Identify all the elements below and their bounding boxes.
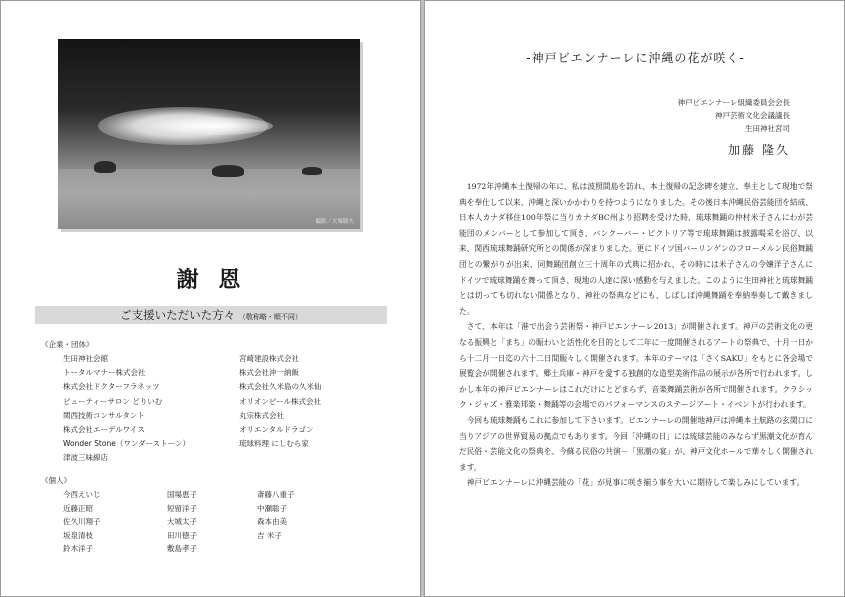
- thanks-heading: ご支援いただいた方々: [120, 308, 236, 322]
- essay-paragraph: 1972年沖縄本土復帰の年に、私は波照間島を訪れ、本土復帰の記念碑を建立、奉主として現地で祭典を奉仕して以来、沖縄と深いかかわりを持つようになりました。その後日本沖縄民俗芸能団を結成、日本人カナダ移住100年祭に当りカナダBC州より招聘を受けた時、琉球舞踊の仲村米子さんにわが芸能団のメンバーとして参加して頂き、バンクーバー・ビクトリア等で琉球舞踊は披露喝采を浴び、以来、関西琉球舞踊研究所との関係が深まりました。更にドイツ国バーリンゲンのフローメルン民俗舞踊団との繋がりが出来、同舞踊団創立三十周年の式典に招かれ、その時には米子さんの令嬢洋子さんにドイツで琉球舞踊を舞って頂き、現地の人達に深い感動を与えました。このように生田神社と琉球舞踊とは切っても切れない間係となり、神社の祭典などにも、しばしば沖縄舞踊を奉納奉奏して戴きました。: [459, 182, 813, 316]
- individual-name: 森本由美: [257, 517, 287, 527]
- individual-name: 国場恵子: [167, 490, 197, 499]
- photo-credit: 撮影／大塚勝久: [315, 219, 354, 225]
- essay-paragraph: 神戸ビエンナーレに沖縄芸能の「花」が見事に咲き揃う事を大いに期待して楽しみにしています。: [466, 478, 805, 488]
- individual-name: 今西えいじ: [63, 490, 101, 499]
- photo-rock: [302, 167, 322, 175]
- individual-name: 敷島孝子: [167, 544, 197, 554]
- individual-name: 鈴木洋子: [63, 544, 93, 554]
- corporation-name: 宮崎建設株式会社: [239, 354, 299, 363]
- landscape-photo: [58, 39, 360, 229]
- corporation-name: 株式会社エーデルワイス: [63, 425, 145, 434]
- individual-name: 大城太子: [167, 517, 197, 527]
- essay-paragraph: 今回も琉球舞踊もこれに参加して下さいます。ビエンナーレの開催地神戸は沖縄本土航路の玄関口に当りアジアの世界貿易の拠点でもあります。今回「沖縄の日」には琉球芸能のみならず黒潮文化が育んだ民俗・芸能文化の祭典を、今蘇る民俗の共演－「黒潮の宴」が、神戸文化ホールで華々しく開催されます。: [459, 415, 813, 472]
- photo-rock: [94, 161, 116, 173]
- individual-name: 短留洋子: [167, 503, 197, 513]
- photo-sky: [58, 39, 360, 169]
- corporation-name: Wonder Stone（ワンダーストーン）: [63, 439, 190, 449]
- author-role: 生田神社宮司: [745, 124, 790, 133]
- photo-rock: [212, 165, 244, 177]
- individual-name: 坂泉清枝: [63, 530, 93, 540]
- corporation-name: 株式会社ドクターフラネッツ: [63, 382, 160, 392]
- individual-name: 佐久川翔子: [63, 517, 101, 527]
- individual-name: 中瀬聡子: [257, 503, 287, 513]
- individual-name: 斎藤八重子: [257, 490, 295, 499]
- corporation-name: オリエンタルドラゴン: [239, 425, 314, 434]
- individual-name: 近藤正昭: [63, 503, 93, 513]
- author-role: 神戸芸術文化会議議長: [715, 111, 790, 120]
- corporation-name: 丸宗株式会社: [239, 410, 284, 420]
- corporation-name: 株式会社沖一納飯: [239, 368, 299, 378]
- essay-body: [459, 179, 813, 491]
- corporation-name: 琉球料理 にしむら家: [239, 439, 309, 449]
- author-name: 加藤 隆久: [728, 143, 790, 157]
- individual-name: 田川徳子: [167, 530, 197, 540]
- essay-paragraph: さて、本年は「港で出会う芸術祭・神戸ビエンナーレ2013」が開催されます。神戸の芸術文化の更なる振興と「まち」の賑わいと活性化を目的として二年に一度開催されるアートの祭典で、十月一日から十二月一日迄の六十二日間賑々しく開催されます。本年のテーマは「さくSAKU」をもとに各会場で展覧会が開催されます。郷土兵庫・神戸を愛する独創的な造型美術作品の展示が各所で行われます。しかし本年の神戸ビエンナーレはこれだけにとどまらず、音楽舞踊芸術が各所で開催されます。クラシック・ジャズ・雅楽邦楽・舞踊等の会場でのパフォーマンスのステージアート・イベントが行われます。: [459, 322, 813, 410]
- right-page: [424, 0, 845, 597]
- corporation-name: 関西技術コンサルタント: [63, 410, 145, 420]
- essay-title: -神戸ビエンナーレに沖縄の花が咲く-: [526, 51, 745, 65]
- photo-cloud-highlight: [153, 117, 273, 135]
- corporations-label: 《企業・団体》: [41, 340, 94, 349]
- page-title: 謝 恩: [176, 268, 247, 293]
- corporation-name: 津波三味線店: [63, 453, 108, 463]
- thanks-heading-bar: [35, 306, 387, 324]
- corporation-name: ビューティーサロン どりいむ: [63, 396, 163, 406]
- thanks-note: （敬称略・順不同）: [238, 313, 302, 321]
- corporation-name: 株式会社久米島の久米仙: [239, 382, 322, 392]
- corporation-name: 生田神社会館: [63, 354, 108, 363]
- corporation-name: トータルマナー株式会社: [63, 368, 146, 378]
- individual-name: 吉 米子: [257, 530, 282, 540]
- author-role: 神戸ビエンナーレ組織委員会会長: [677, 98, 790, 107]
- corporation-name: オリオンビール株式会社: [239, 396, 321, 406]
- individuals-label: 《個人》: [41, 476, 71, 485]
- left-page: [0, 0, 421, 597]
